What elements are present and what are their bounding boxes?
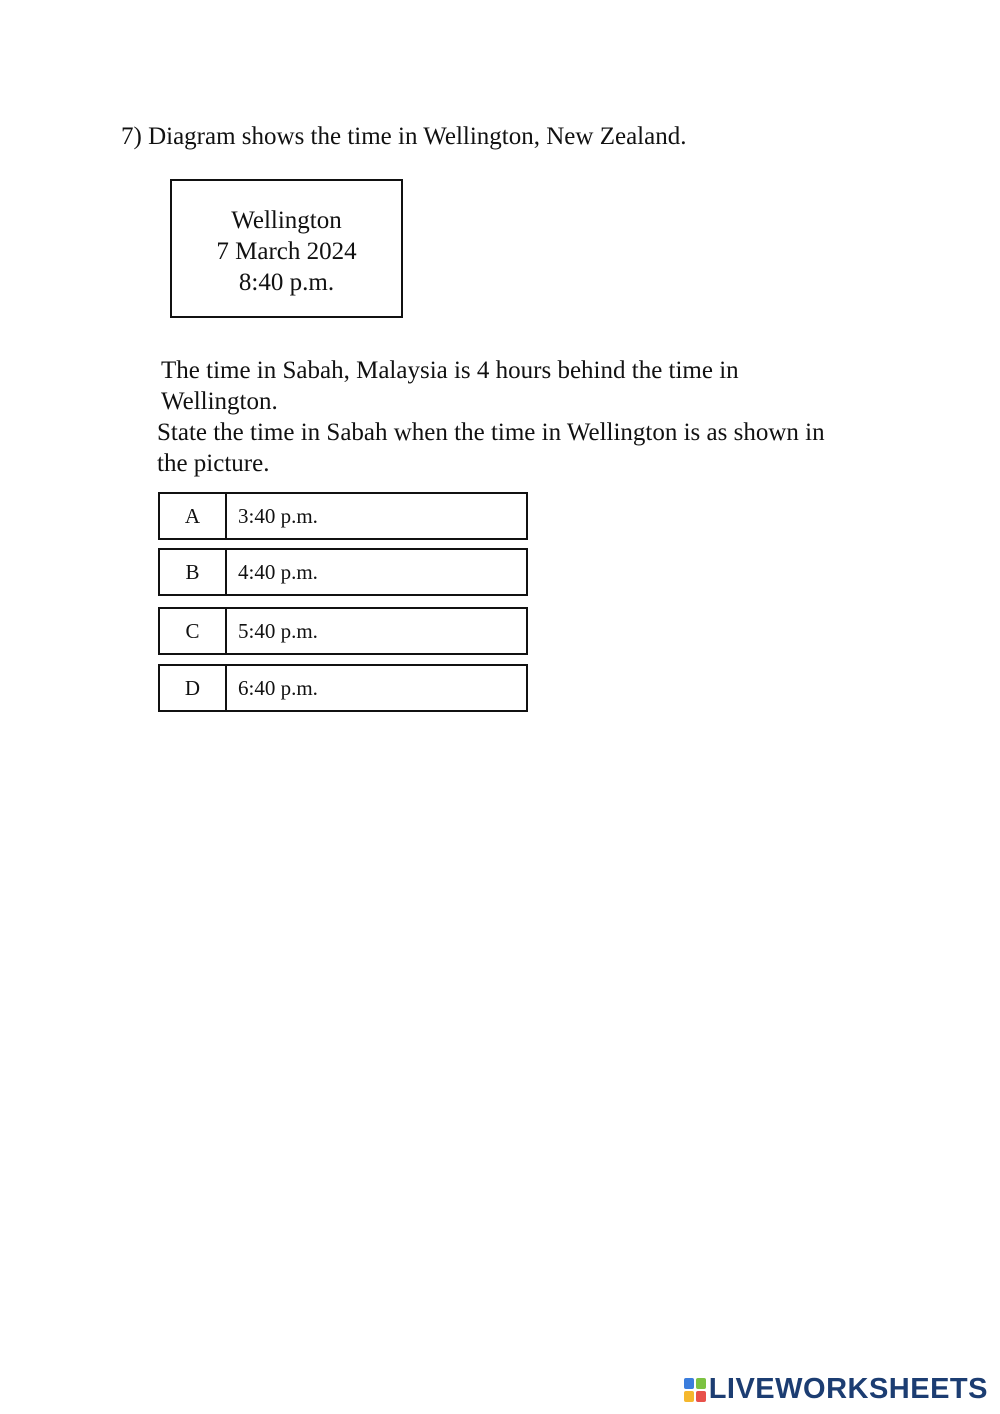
option-letter: B <box>160 550 227 594</box>
logo-text: LIVEWORKSHEETS <box>708 1373 988 1405</box>
option-c[interactable] <box>158 607 528 655</box>
statement-line-1: The time in Sabah, Malaysia is 4 hours behind the time in <box>161 357 739 384</box>
option-b[interactable] <box>158 548 528 596</box>
wellington-time-box <box>170 179 403 318</box>
instruction-line-2: the picture. <box>157 450 270 477</box>
liveworksheets-logo[interactable] <box>684 1373 988 1406</box>
liveworksheets-logo-icon <box>684 1378 706 1402</box>
option-letter: A <box>160 494 227 538</box>
option-answer: 6:40 p.m. <box>238 675 318 700</box>
option-answer: 3:40 p.m. <box>238 503 318 528</box>
option-answer: 4:40 p.m. <box>238 559 318 584</box>
option-letter: C <box>160 609 227 653</box>
city-time: 8:40 p.m. <box>238 269 335 296</box>
option-a[interactable] <box>158 492 528 540</box>
statement-paragraph <box>161 355 739 417</box>
option-d[interactable] <box>158 664 528 712</box>
question-text: 7) Diagram shows the time in Wellington, New Zealand. <box>121 123 687 150</box>
city-name: Wellington <box>231 207 342 234</box>
option-letter: D <box>160 666 227 710</box>
statement-line-2: Wellington. <box>161 388 278 415</box>
option-answer: 5:40 p.m. <box>238 618 318 643</box>
instruction-paragraph <box>157 417 825 479</box>
city-date: 7 March 2024 <box>216 238 357 265</box>
instruction-line-1: State the time in Sabah when the time in Wellington is as shown in <box>157 419 825 446</box>
